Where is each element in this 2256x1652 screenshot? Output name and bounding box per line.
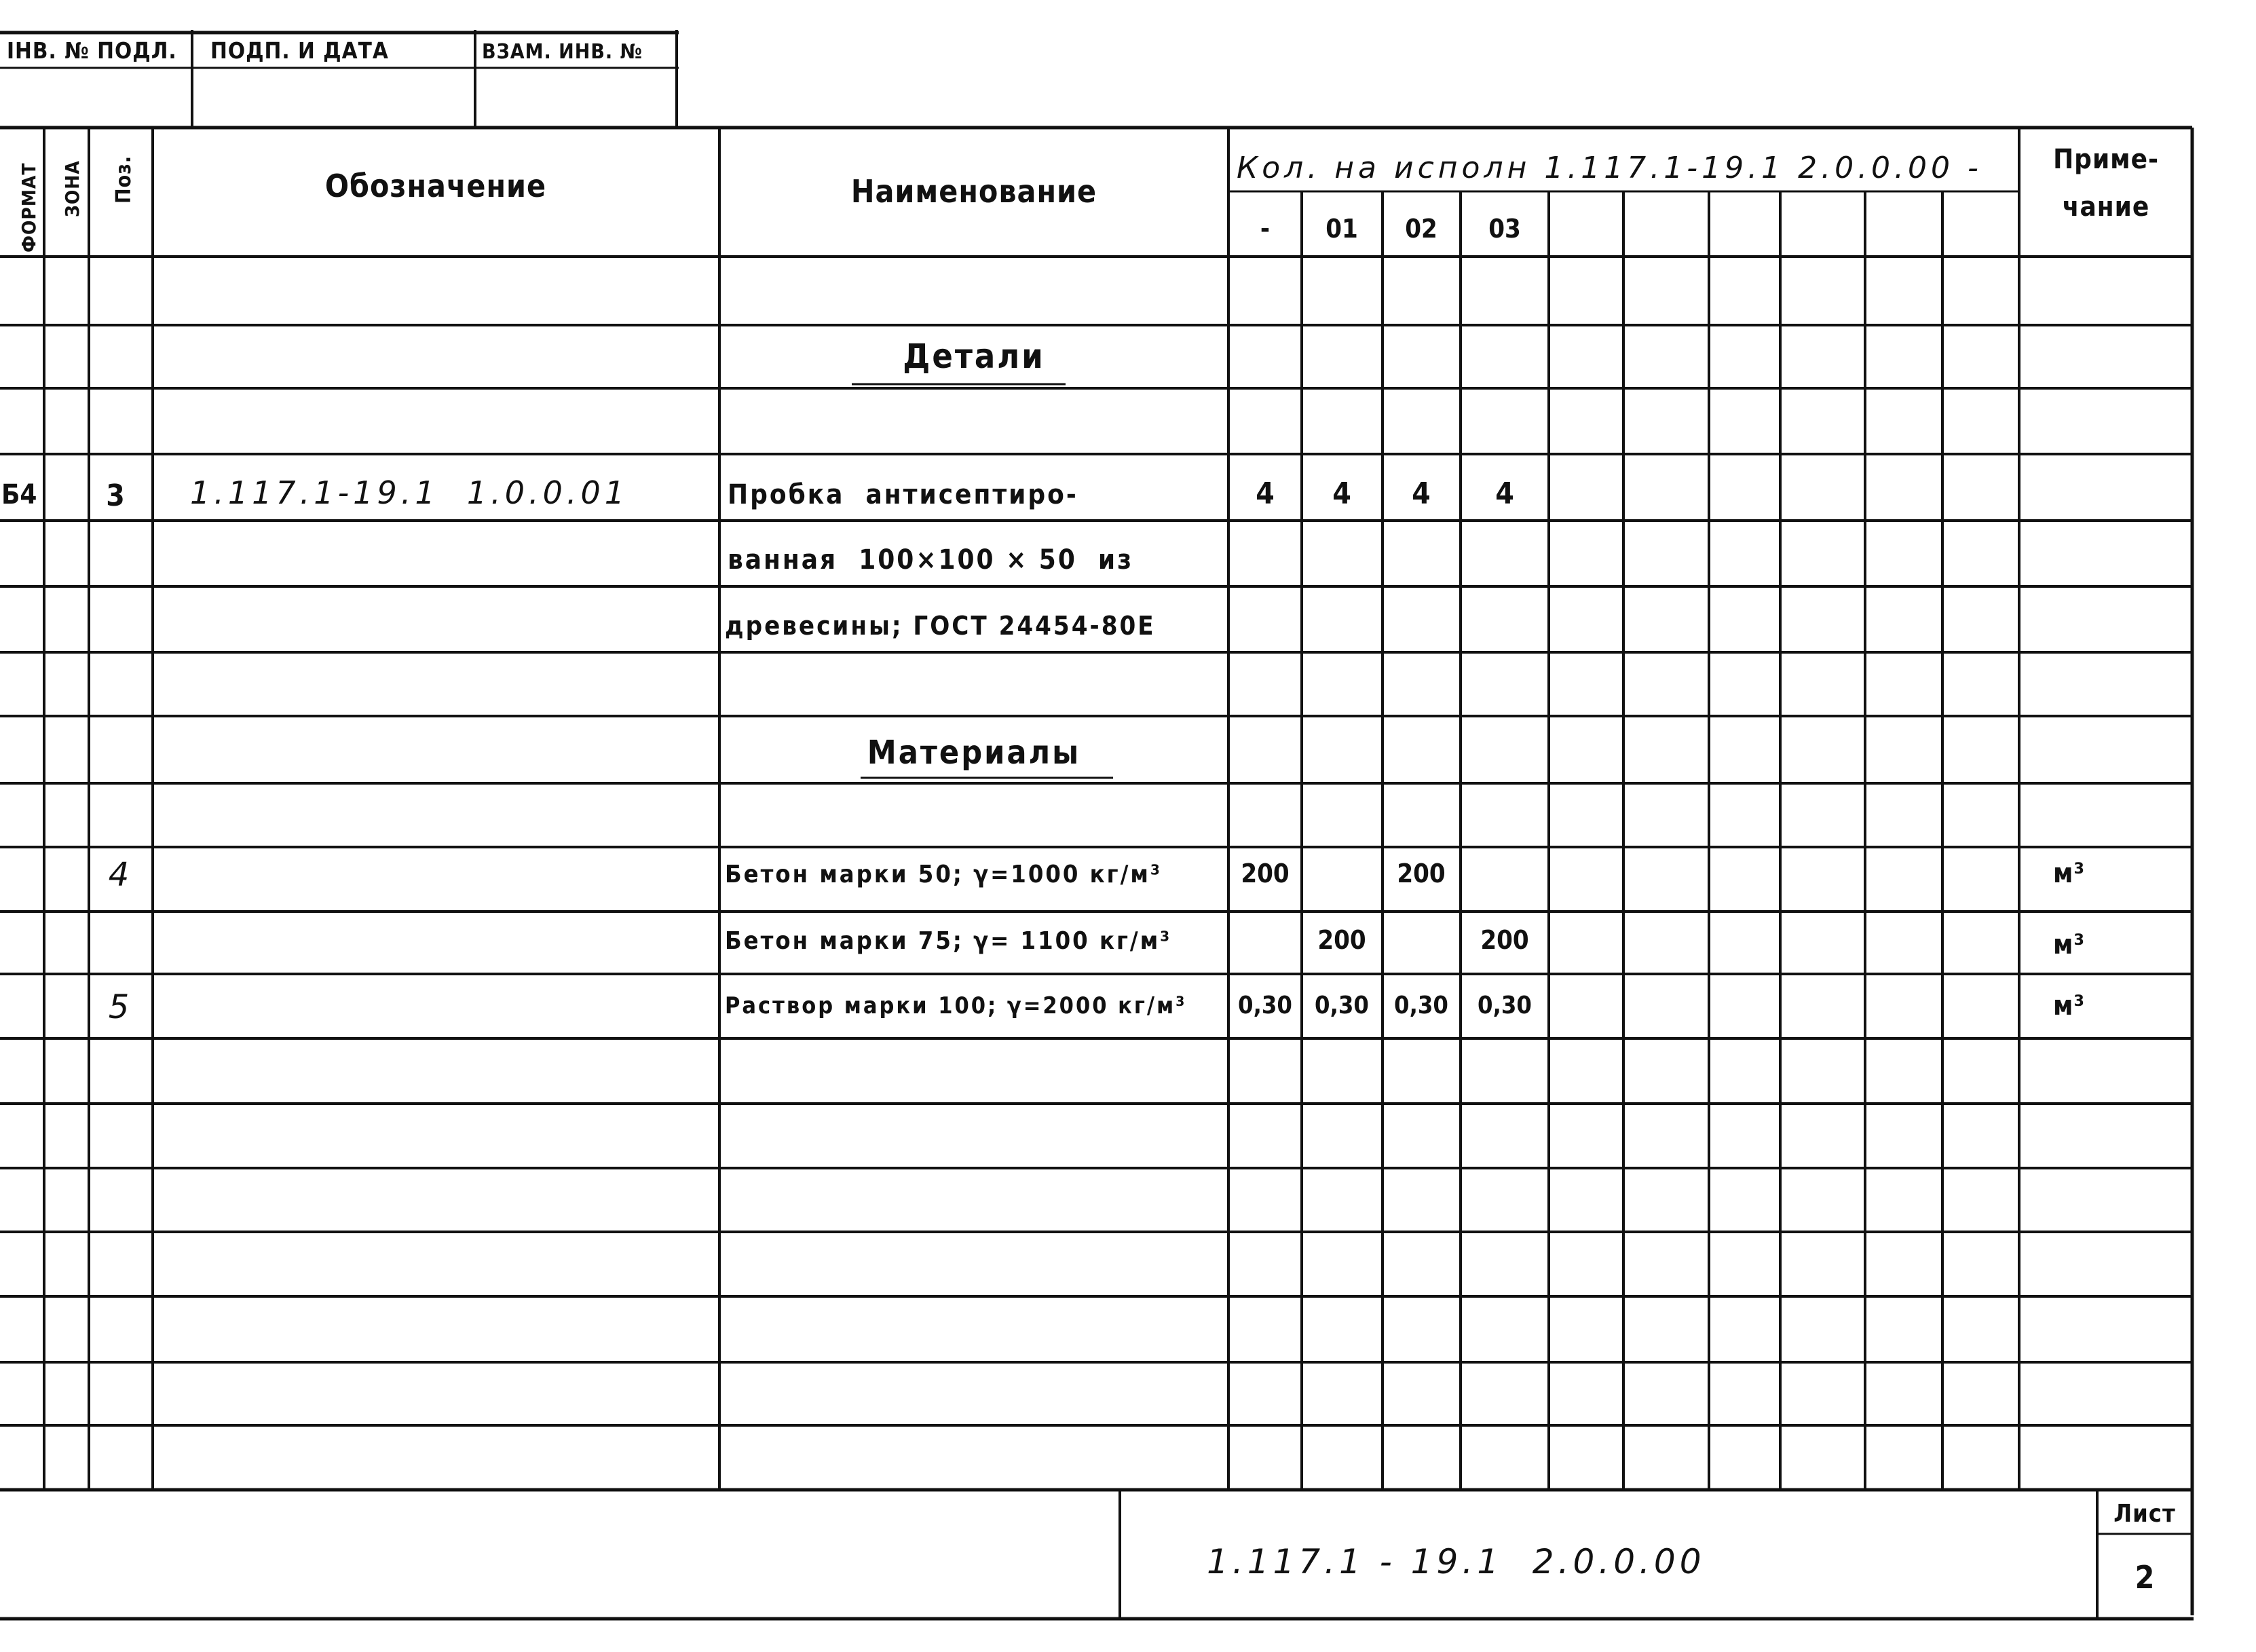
row-qty-03: 0,30 xyxy=(1478,992,1532,1019)
row-designation: 1.117.1-19.1 1.0.0.01 xyxy=(190,474,629,511)
row-qty-02: 0,30 xyxy=(1394,992,1448,1019)
row-name: Бетон марки 75; γ= 1100 кг/м³ xyxy=(725,927,1172,955)
row-poz: 5 xyxy=(108,988,134,1026)
doc-code: 1.117.1 - 19.1 2.0.0.00 xyxy=(1207,1542,1706,1581)
header-variant-03: 03 xyxy=(1488,214,1521,244)
row-poz: 3 xyxy=(106,478,125,513)
row-name-line3: древесины; ГОСТ 24454-80Е xyxy=(725,611,1156,641)
row-qty-03: 200 xyxy=(1480,925,1529,955)
table-row xyxy=(725,925,2085,960)
section-materials xyxy=(861,734,1113,778)
row-qty-base: 0,30 xyxy=(1238,992,1292,1019)
header-poz: Поз. xyxy=(112,155,136,204)
stamp-podp-data: ПОДП. И ДАТА xyxy=(210,37,389,64)
row-qty-base: 200 xyxy=(1241,859,1290,888)
section-materials-title: Материалы xyxy=(867,734,1081,772)
stamp-inv-podl: ІНВ. № ПОДЛ. xyxy=(7,37,177,64)
header-variant-02: 02 xyxy=(1405,214,1437,244)
row-note: м³ xyxy=(2053,990,2086,1021)
header-qty-title: Кол. на исполн 1.117.1-19.1 2.0.0.00 - xyxy=(1237,151,1982,185)
row-note: м³ xyxy=(2053,858,2086,889)
header-designation: Обозначение xyxy=(324,168,547,204)
row-poz: 4 xyxy=(108,856,134,894)
row-qty-02: 4 xyxy=(1412,476,1431,511)
row-qty-01: 4 xyxy=(1332,476,1351,511)
header-variant-base: - xyxy=(1260,214,1271,244)
title-block xyxy=(0,1490,2194,1619)
table-row xyxy=(109,856,2085,894)
stamp-vzam-inv: ВЗАМ. ИНВ. № xyxy=(482,40,643,64)
table-row xyxy=(109,988,2085,1026)
section-details-title: Детали xyxy=(903,337,1045,376)
row-name-line1: Пробка антисептиро- xyxy=(728,479,1078,510)
header-name: Наименование xyxy=(850,173,1097,210)
sheet-label: Лист xyxy=(2113,1500,2176,1528)
row-qty-03: 4 xyxy=(1495,476,1514,511)
table-header xyxy=(18,144,2159,252)
section-details xyxy=(852,337,1066,384)
header-note-line1: Приме- xyxy=(2053,144,2159,175)
row-note: м³ xyxy=(2053,929,2086,960)
row-qty-01: 0,30 xyxy=(1315,992,1369,1019)
header-zona: ЗОНА xyxy=(61,160,83,217)
header-note-line2: чание xyxy=(2062,191,2150,223)
approval-stamp xyxy=(0,30,679,128)
row-qty-02: 200 xyxy=(1397,859,1446,888)
header-variant-01: 01 xyxy=(1326,214,1358,244)
row-qty-base: 4 xyxy=(1256,476,1275,511)
table-row xyxy=(1,474,1514,641)
header-format: ФОРМАТ xyxy=(18,162,40,252)
row-name: Бетон марки 50; γ=1000 кг/м³ xyxy=(725,861,1163,888)
row-format: Б4 xyxy=(1,479,37,510)
row-name-line2: ванная 100×100 × 50 из xyxy=(728,544,1134,576)
row-name: Раствор марки 100; γ=2000 кг/м³ xyxy=(725,992,1187,1019)
row-qty-01: 200 xyxy=(1317,925,1366,955)
sheet-number: 2 xyxy=(2135,1559,2155,1596)
